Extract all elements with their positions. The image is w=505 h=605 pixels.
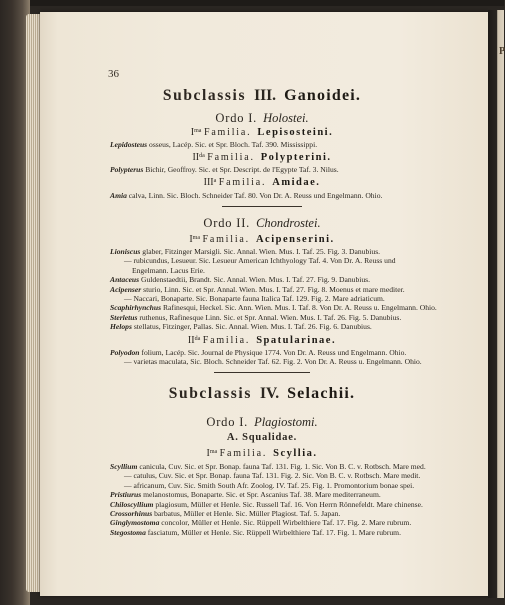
familia-amidae-heading [66,178,458,189]
entry-text: barbatus, Müller et Henle. Sic. Müller Plagiost. Taf. 5. Japan. [152,509,341,519]
familia-acipenserini-heading [66,235,458,246]
familia-name: Polypterini. [260,152,332,163]
entry-text: stellatus, Fitzinger, Pallas. Sic. Annal. Wien. Mus. I. Taf. 26. Fig. 6. Danubius. [131,322,372,332]
genus-name: Antaceus [110,275,140,285]
entry-text: plagiosum, Müller et Henle. Sic. Russell Taf. 16. Von Herrn Rönnefeldt. Mare chinense. [153,499,423,509]
species-entry [110,191,460,200]
ordo-name: Chondrostei. [256,216,321,230]
entry-text: Rafinesqui, Heckel. Sic. Ann. Wien. Mus. I. Taf. 8. Von Dr. A. Reuss u. Engelmann. Ohio. [161,303,437,313]
ordo-label: Ordo I. [206,415,249,429]
familia-ordinal: I [190,127,195,138]
familia-word: Familia. [207,152,255,163]
genus-name: Pristiurus [110,490,142,500]
ordo-label: Ordo II. [203,216,251,230]
scan-frame-top [0,0,504,6]
genus-name: Amia [110,191,127,200]
section-divider [222,206,302,207]
section-squalidae-heading [66,433,458,444]
scyllia-species-list [110,462,460,537]
familia-word: Familia. [218,177,267,188]
familia-name: Spatularinae. [256,335,337,346]
genus-name: Chiloscyllium [110,499,154,509]
subclass-3-heading [66,88,458,104]
familia-name: Acipenserini. [255,234,335,245]
facing-page-mark: P [499,46,505,57]
entry-text: Guldenstaedtii, Brandt. Sic. Annal. Wien. Mus. I. Taf. 27. Fig. 9. Danubius. [139,275,371,285]
entry-text: africanum, Cuv. Sic. Smith South Afr. Zoolog. IV. Taf. 25. Fig. 1. Promontorium bonae spei. [131,480,415,490]
section-divider [214,372,310,373]
page-number: 36 [108,68,119,80]
ordo-plagiostomi-heading [66,416,458,429]
entry-text: glaber, Fitzinger Marsigli. Sic. Annal. Wien. Mus. I. Taf. 25. Fig. 3. Danubius. [140,247,381,256]
genus-name: Acipenser [110,284,142,294]
familia-ordinal: I [206,448,210,459]
facing-page-edge [488,10,504,598]
genus-ditto: — [124,471,132,481]
entry-text: rubicundus, Lesueur. Sic. Lesueur American Ichthyology Taf. 4. Von Dr. A. Reuss und [131,256,396,266]
ordo-chondrostei-heading [66,217,458,230]
familia-name: Scyllia. [273,448,318,459]
entry-text: fasciatum, Müller et Henle. Sic. Rüppell Wirbelthiere Taf. 17. Fig. 1. Mare rubrum. [145,527,401,537]
familia-word: Familia. [219,448,268,459]
genus-name: Lioniscus [110,247,141,256]
subclass-name: Ganoidei. [284,87,362,104]
species-entry [110,165,460,174]
genus-name: Scaphirhynchus [110,303,162,313]
familia-ordinal-sup: ma [194,128,202,134]
genus-name: Sterletus [110,312,138,322]
familia-ordinal-sup: da [199,153,205,159]
entry-text: sturio, Linn. Sic. et Spr. Annal. Wien. Mus. I. Taf. 27. Fig. 8. Moenus et mare mediter. [141,284,405,294]
familia-ordinal: II [187,335,195,346]
familia-spatularinae-heading [66,336,458,347]
genus-name: Crossorhinus [110,509,153,519]
subclass-label: Subclassis [162,87,247,104]
species-entry [110,140,460,149]
entry-text: Bichir, Geoffroy. Sic. et Spr. Descript. de l'Egypte Taf. 3. Nilus. [143,165,339,174]
entry-text: Engelmann. Lacus Erie. [132,265,205,275]
acipenserini-species-list [110,247,460,332]
ordo-label: Ordo I. [215,111,258,125]
genus-ditto: — [124,357,132,367]
familia-ordinal: II [192,152,200,163]
entry-text: canicula, Cuv. Sic. et Spr. Bonap. fauna Taf. 131. Fig. 1. Sic. Von B. C. v. Rotbsch. Mare med. [137,462,426,471]
genus-name: Polypterus [110,165,144,174]
familia-ordinal-sup: da [194,336,201,342]
subclass-number: IV. [259,385,280,402]
ordo-holostei-heading [66,112,458,125]
genus-name: Polyodon [110,348,140,357]
familia-ordinal-sup: ma [209,449,218,455]
entry-text: folium, Lacép. Sic. Journal de Physique 1774. Von Dr. A. Reuss und Engelmann. Ohio. [139,348,407,357]
spatularinae-species-list [110,348,460,367]
genus-name: Scyllium [110,462,138,471]
genus-ditto: — [124,480,132,490]
familia-ordinal-sup: ma [192,235,200,241]
genus-ditto: — [124,256,132,266]
familia-name: Amidae. [272,177,321,188]
entry-text: Naccari, Bonaparte. Sic. Bonaparte fauna Italica Taf. 129. Fig. 2. Mare adriaticum. [131,294,385,304]
subclass-number: III. [254,87,277,104]
familia-word: Familia. [202,234,250,245]
familia-ordinal: III [203,177,214,188]
familia-word: Familia. [202,335,251,346]
genus-ditto: — [124,294,132,304]
genus-name: Ginglymostoma [110,518,160,528]
entry-text: concolor, Müller et Henle. Sic. Rüppell Wirbelthiere Taf. 17. Fig. 2. Mare rubrum. [159,518,412,528]
entry-text: varietas maculata, Sic. Bloch. Schneider Taf. 62. Fig. 2. Von Dr. A. Reuss u. Engelmann. Ohio. [131,357,422,367]
subclass-4-heading [66,386,458,402]
familia-lepisosteini-heading [66,128,458,139]
section-name: A. Squalidae. [226,432,298,443]
ordo-name: Holostei. [263,111,309,125]
familia-name: Lepisosteini. [257,127,334,138]
entry-text: calva, Linn. Sic. Bloch. Schneider Taf. 80. Von Dr. A. Reuss und Engelmann. Ohio. [126,191,383,200]
genus-name: Helops [110,322,132,332]
genus-name: Lepidosteus [110,140,148,149]
subclass-label: Subclassis [168,385,252,402]
familia-scyllia-heading [66,449,458,460]
familia-word: Familia. [203,127,252,138]
entry-text: melanostomus, Bonaparte. Sic. et Spr. Ascanius Taf. 38. Mare mediterraneum. [141,490,381,500]
subclass-name: Selachii. [287,385,356,402]
entry-text: ruthenus, Rafinesque Linn. Sic. et Spr. Annal. Wien. Mus. I. Taf. 26. Fig. 5. Danubius. [137,312,402,322]
familia-ordinal: I [189,234,193,245]
familia-polypterini-heading [66,153,458,164]
ordo-name: Plagiostomi. [254,415,318,429]
genus-name: Stegostoma [110,527,146,537]
entry-text: catulus, Cuv. Sic. et Spr. Bonap. fauna Taf. 131. Fig. 2. Sic. Von B. C. v. Rotbsch. Mare medit. [131,471,421,481]
entry-text: osseus, Lacép. Sic. et Spr. Bloch. Taf. 390. Mississippi. [147,140,318,149]
familia-ordinal-sup: a [213,178,217,184]
